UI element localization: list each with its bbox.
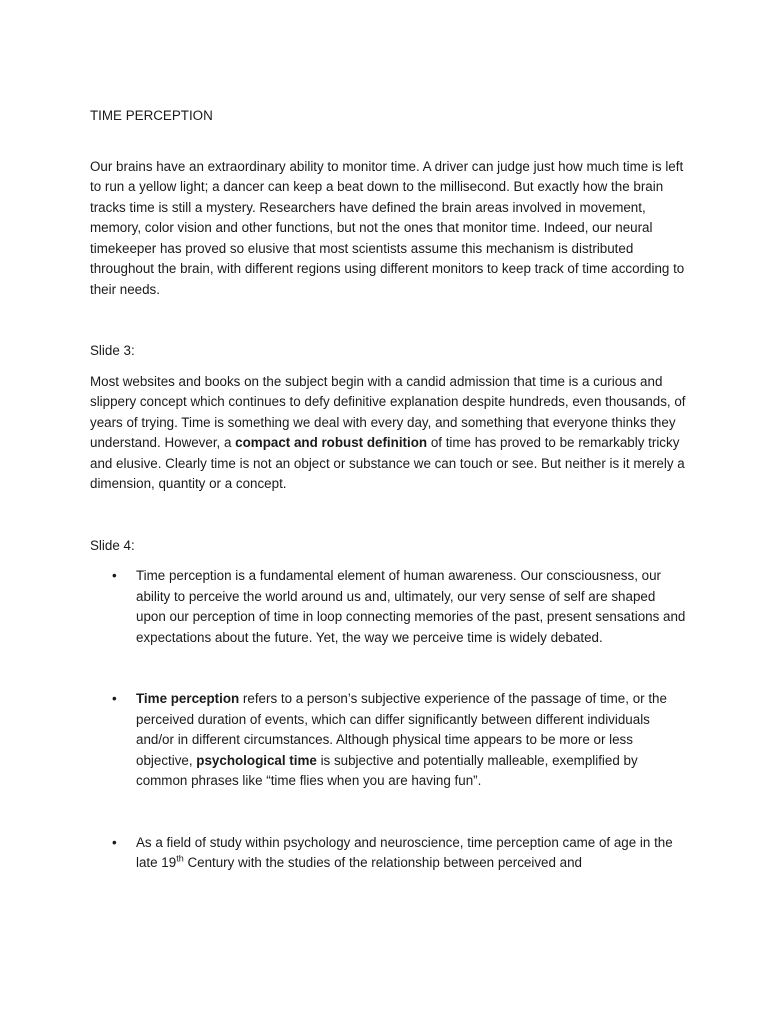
bullet-1-text: Time perception is a fundamental element of human awareness. Our consciousness, our ability to perceive the world around us and, ultimately, our very sense of self are shaped upon our perception of time in loop connecting memories of the past, present sensations and expectations about the future. Yet, the way we perceive time is widely debated. (136, 568, 686, 645)
bullet-2-bold-psychological-time: psychological time (196, 752, 317, 768)
intro-paragraph: Our brains have an extraordinary ability to monitor time. A driver can judge just how much time is left to run a yellow light; a dancer can keep a beat down to the millisecond. But exactly how the brain tracks time is still a mystery. Researchers have defined the brain areas involved in movement, memory, color vision and other functions, but not the ones that monitor time. Indeed, our neural timekeeper has proved so elusive that most scientists assume this mechanism is distributed throughout the brain, with different regions using different monitors to keep track of time according to their needs. (90, 158, 685, 297)
bullet-3-text (136, 835, 673, 871)
superscript-th: th (176, 853, 184, 864)
bullet-3-text-part-2: Century with the studies of the relationship between perceived and (183, 855, 582, 870)
slide-4-bullet-list (90, 566, 686, 874)
slide-3-heading: Slide 3: (90, 343, 135, 358)
bullet-2-text-part-2: is subjective and potentially malleable, exemplified by common phrases like “time flies when you are having fun”. (136, 752, 638, 788)
list-item (90, 689, 686, 792)
slide-3-text-before: Most websites and books on the subject begin with a candid admission that time is a curious and slippery concept which continues to defy definitive explanation despite hundreds, even thousands, of years of trying. Time is something we deal with every day, and something that everyone thinks they understand. However, a (90, 373, 686, 450)
slide-3-paragraph (90, 372, 686, 495)
bullet-3-text-part-1: As a field of study within psychology and neuroscience, time perception came of age in the late 19 (136, 834, 673, 870)
bullet-icon: • (112, 691, 117, 706)
slide-3-text-after: of time has proved to be remarkably tricky and elusive. Clearly time is not an object or substance we can touch or see. But neither is it merely a dimension, quantity or a concept. (90, 435, 685, 491)
bullet-2-bold-term: Time perception (136, 691, 240, 706)
bullet-2-text (136, 691, 667, 788)
document-page (90, 106, 686, 874)
bullet-icon: • (112, 834, 117, 850)
bullet-icon: • (112, 568, 117, 583)
slide-4-heading: Slide 4: (90, 537, 135, 553)
document-title: TIME PERCEPTION (90, 108, 213, 123)
list-item (90, 566, 686, 648)
list-item (90, 833, 686, 874)
slide-3-bold-phrase: compact and robust definition (235, 435, 428, 450)
bullet-2-text-part-1: refers to a person’s subjective experience of the passage of time, or the perceived duration of events, which can differ significantly between different individuals and/or in different circumstances. Although physical time appears to be more or less objective, (136, 691, 667, 768)
